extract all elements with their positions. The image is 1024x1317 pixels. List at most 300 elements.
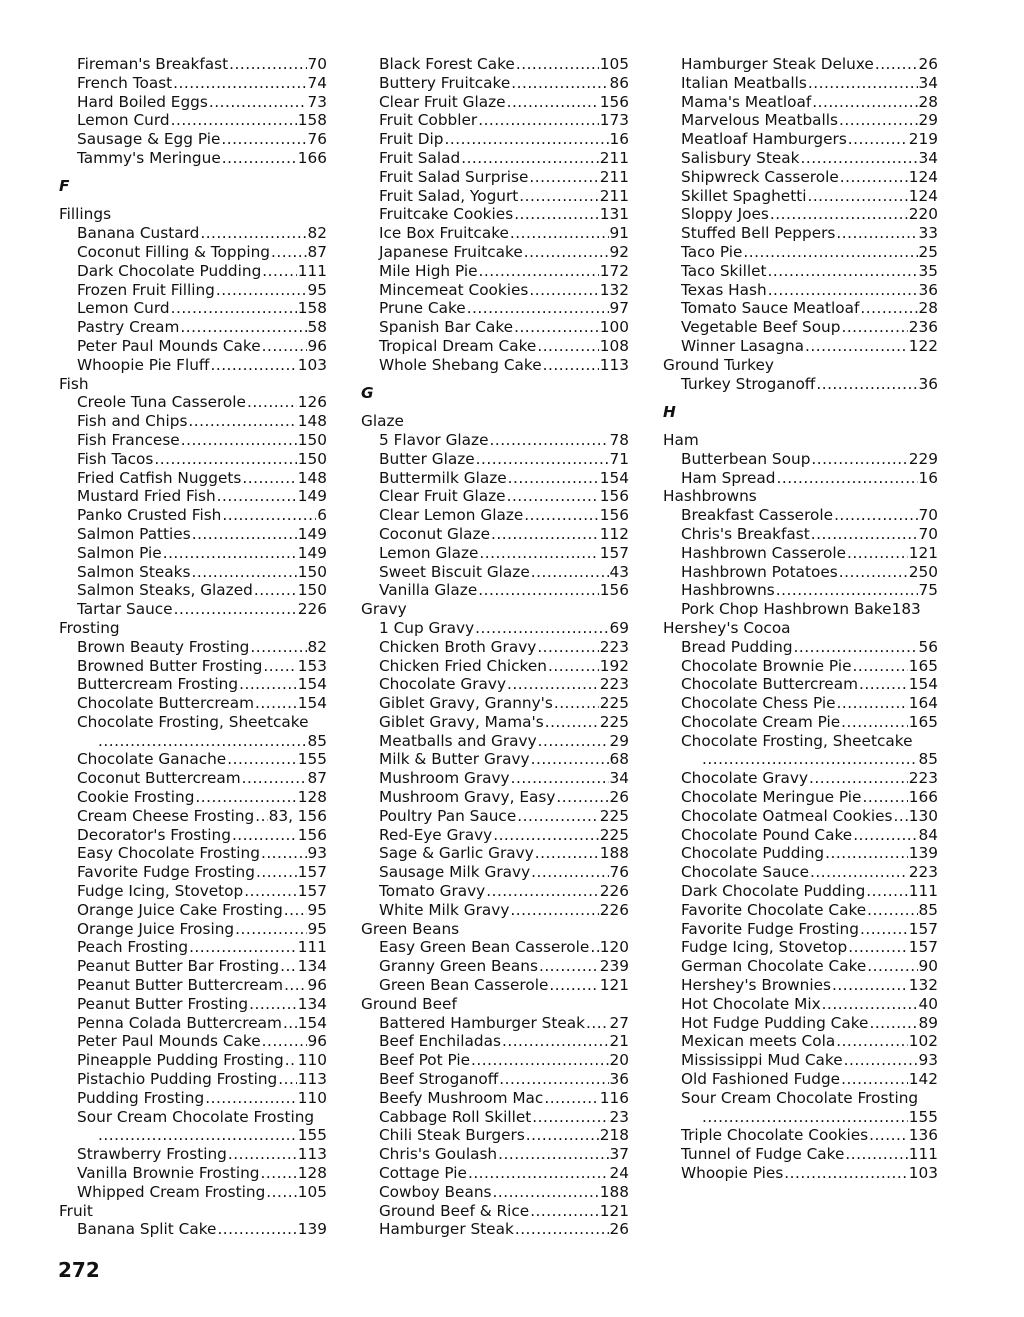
dot-leader — [840, 168, 908, 187]
dot-leader — [475, 619, 608, 638]
index-entry-name: Shipwreck Casserole — [681, 167, 839, 186]
index-entry — [361, 1145, 629, 1164]
index-entry-name: Pudding Frosting — [77, 1088, 205, 1107]
index-entry — [361, 55, 629, 74]
index-entry-name: Fireman's Breakfast — [77, 55, 229, 73]
index-entry — [663, 863, 938, 882]
index-entry-name: Butterbean Soup — [681, 449, 811, 468]
dot-leader — [255, 807, 267, 826]
index-entry-page: 85 — [918, 900, 938, 919]
index-entry-name: Chocolate Brownie Pie — [681, 656, 852, 675]
dot-leader — [530, 1202, 599, 1221]
index-entry — [361, 506, 629, 525]
index-entry-page: 40 — [918, 994, 938, 1013]
dot-leader — [556, 788, 608, 807]
index-entry-continuation — [59, 1126, 327, 1145]
index-entry — [663, 769, 938, 788]
index-entry-page: 188 — [599, 844, 629, 863]
index-entry-name: Chocolate Ganache — [77, 750, 227, 769]
index-entry-name: Sausage Milk Gravy — [379, 863, 531, 882]
index-entry-page: 93 — [307, 844, 327, 863]
index-entry — [59, 299, 327, 318]
index-category-heading: Glaze — [361, 412, 404, 431]
index-entry-name: Salmon Steaks — [77, 562, 191, 581]
index-entry-name: Chris's Breakfast — [681, 524, 810, 543]
dot-leader — [822, 995, 918, 1014]
index-entry — [361, 750, 629, 769]
index-entry — [361, 863, 629, 882]
dot-leader — [191, 563, 296, 582]
index-entry-name: Whoopie Pies — [681, 1164, 784, 1183]
dot-leader — [255, 694, 297, 713]
dot-leader — [261, 844, 307, 863]
dot-leader — [493, 826, 599, 845]
index-entry-page: 157 — [297, 863, 327, 882]
index-entry — [361, 563, 629, 582]
index-entry-name: Buttermilk Glaze — [379, 468, 507, 487]
index-entry-name: Milk & Butter Gravy — [379, 750, 530, 769]
index-entry — [59, 638, 327, 657]
index-entry-page: 150 — [297, 581, 327, 600]
index-entry — [59, 1051, 327, 1070]
index-entry-page: 33 — [918, 224, 938, 243]
index-entry-name: Salmon Pie — [77, 543, 162, 562]
index-entry — [663, 130, 938, 149]
index-entry-page: 225 — [599, 806, 629, 825]
index-entry — [663, 262, 938, 281]
index-entry-page: 87 — [307, 769, 327, 788]
index-entry — [361, 1014, 629, 1033]
dot-leader — [801, 149, 918, 168]
index-entry-name: Tartar Sauce — [77, 600, 173, 619]
dot-leader — [811, 525, 918, 544]
dot-leader — [227, 750, 297, 769]
dot-leader — [777, 469, 918, 488]
index-entry — [361, 769, 629, 788]
index-entry — [59, 262, 327, 281]
index-entry-name: Chocolate Sauce — [681, 863, 809, 882]
index-entry-page: 70 — [307, 55, 327, 73]
index-entry-name: Decorator's Frosting — [77, 825, 231, 844]
index-entry-page: 25 — [918, 242, 938, 261]
dot-leader — [507, 487, 599, 506]
dot-leader — [499, 1070, 608, 1089]
index-entry — [361, 694, 629, 713]
dot-leader — [539, 957, 599, 976]
dot-leader — [867, 901, 917, 920]
index-entry-page: 26 — [609, 788, 629, 807]
dot-leader — [590, 938, 598, 957]
index-entry-page: 82 — [307, 224, 327, 243]
index-entry — [59, 657, 327, 676]
index-entry — [59, 1014, 327, 1033]
dot-leader — [508, 469, 599, 488]
dot-leader — [859, 675, 908, 694]
dot-leader — [247, 393, 297, 412]
index-entry-name: Buttercream Frosting — [77, 675, 239, 694]
dot-leader — [468, 1164, 609, 1183]
index-entry-page: 85 — [307, 731, 327, 750]
index-entry-name: Strawberry Frosting — [77, 1145, 227, 1164]
index-entry-page: 37 — [609, 1145, 629, 1164]
dot-leader — [491, 525, 599, 544]
index-entry-page: 71 — [609, 449, 629, 468]
index-entry-name: Cabbage Roll Skillet — [379, 1107, 532, 1126]
index-entry-page: 148 — [297, 412, 327, 431]
index-entry — [361, 882, 629, 901]
index-entry — [59, 74, 327, 93]
dot-leader — [228, 1145, 297, 1164]
index-entry-name: Battered Hamburger Steak — [379, 1013, 586, 1032]
index-entry-page: 156 — [297, 825, 327, 844]
dot-leader — [271, 243, 307, 262]
dot-leader — [517, 807, 599, 826]
index-entry — [663, 450, 938, 469]
index-entry-page: 154 — [599, 468, 629, 487]
index-entry-name: Chocolate Gravy — [681, 769, 809, 788]
index-entry — [663, 111, 938, 130]
dot-leader — [847, 544, 908, 563]
index-entry-page: 16 — [609, 130, 629, 149]
index-entry — [59, 356, 327, 375]
index-entry — [59, 243, 327, 262]
index-entry-name: Black Forest Cake — [379, 55, 515, 73]
index-entry-name: Fruit Salad, Yogurt — [379, 186, 519, 205]
index-entry-name: Whipped Cream Frosting — [77, 1182, 266, 1201]
index-entry-name: Banana Split Cake — [77, 1220, 217, 1239]
index-entry-name: Chocolate Cream Pie — [681, 712, 841, 731]
dot-leader — [812, 93, 917, 112]
index-entry-page: 188 — [599, 1182, 629, 1201]
index-entry-page: 95 — [307, 280, 327, 299]
index-entry-page: 96 — [307, 976, 327, 995]
index-entry-name: Sage & Garlic Gravy — [379, 844, 534, 863]
index-entry-page: 219 — [908, 130, 938, 149]
dot-leader — [586, 1014, 608, 1033]
index-entry-name: Chocolate Oatmeal Cookies — [681, 806, 893, 825]
index-entry — [663, 318, 938, 337]
index-entry-page: 131 — [599, 205, 629, 224]
index-entry-page: 150 — [297, 430, 327, 449]
dot-leader — [250, 638, 306, 657]
index-entry-name: Panko Crusted Fish — [77, 506, 222, 525]
index-entry-page: 157 — [908, 919, 938, 938]
index-entry-name: Winner Lasagna — [681, 336, 805, 355]
index-entry-name: Chris's Goulash — [379, 1145, 498, 1164]
dot-leader — [848, 938, 908, 957]
index-entry — [663, 281, 938, 300]
dot-leader — [263, 657, 296, 676]
dot-leader — [510, 224, 609, 243]
index-entry-page: 90 — [918, 957, 938, 976]
index-entry-page: 155 — [908, 1107, 938, 1126]
index-entry-page: 84 — [918, 825, 938, 844]
index-entry — [59, 1220, 327, 1239]
index-entry-name: Hamburger Steak — [379, 1220, 514, 1239]
index-entry-name: Poultry Pan Sauce — [379, 806, 517, 825]
dot-leader — [478, 111, 599, 130]
index-entry — [663, 1032, 938, 1051]
dot-leader — [524, 243, 609, 262]
index-entry — [663, 713, 938, 732]
index-entry — [663, 638, 938, 657]
dot-leader — [244, 882, 297, 901]
dot-leader — [535, 844, 599, 863]
index-entry — [361, 111, 629, 130]
dot-leader — [784, 1164, 908, 1183]
index-entry — [663, 657, 938, 676]
index-entry-name: Beefy Mushroom Mac — [379, 1088, 544, 1107]
index-entry-name: Creole Tuna Casserole — [77, 393, 246, 412]
index-entry-continuation — [663, 1108, 938, 1127]
index-entry — [59, 412, 327, 431]
index-entry-page: 211 — [599, 167, 629, 186]
index-entry — [361, 1126, 629, 1145]
index-entry-name: Fish and Chips — [77, 412, 188, 431]
dot-leader — [154, 450, 296, 469]
index-entry-name: Meatloaf Hamburgers — [681, 130, 847, 149]
index-entry — [59, 563, 327, 582]
index-entry-page: 29 — [609, 731, 629, 750]
index-entry — [663, 826, 938, 845]
dot-leader — [278, 1070, 297, 1089]
index-entry-name: Chocolate Chess Pie — [681, 694, 836, 713]
index-entry — [663, 525, 938, 544]
index-entry — [59, 337, 327, 356]
index-entry-name: Peanut Butter Buttercream — [77, 976, 284, 995]
index-entry-page: 29 — [918, 111, 938, 130]
dot-leader — [479, 262, 599, 281]
dot-leader — [839, 563, 908, 582]
dot-leader — [531, 863, 608, 882]
index-entry — [361, 619, 629, 638]
index-entry-page: 26 — [609, 1220, 629, 1239]
dot-leader — [221, 130, 306, 149]
index-entry-page: 78 — [609, 430, 629, 449]
index-entry — [361, 1032, 629, 1051]
index-entry — [361, 675, 629, 694]
index-entry-page: 132 — [908, 976, 938, 995]
dot-leader — [836, 1032, 908, 1051]
index-entry-page: 16 — [918, 468, 938, 487]
index-entry-name: Tropical Dream Cake — [379, 336, 537, 355]
index-entry-page: 113 — [297, 1145, 327, 1164]
index-entry-page: 74 — [307, 73, 327, 92]
index-entry — [663, 976, 938, 995]
index-entry — [361, 844, 629, 863]
index-entry-page: 121 — [908, 543, 938, 562]
index-entry — [361, 1089, 629, 1108]
dot-leader — [217, 1220, 296, 1239]
index-entry — [663, 168, 938, 187]
index-entry-page: 86 — [609, 73, 629, 92]
index-entry — [59, 788, 327, 807]
dot-leader — [467, 299, 609, 318]
index-entry-page: 166 — [297, 148, 327, 167]
index-entry-page: 68 — [609, 750, 629, 769]
dot-leader — [217, 487, 297, 506]
index-entry-page: 250 — [908, 562, 938, 581]
index-entry-page: 164 — [908, 694, 938, 713]
index-entry-name: White Milk Gravy — [379, 900, 510, 919]
dot-leader — [235, 920, 306, 939]
dot-leader — [476, 450, 609, 469]
dot-leader — [249, 995, 297, 1014]
index-entry-name: Hashbrown Casserole — [681, 543, 847, 562]
index-entry-name: Meatballs and Gravy — [379, 731, 537, 750]
index-entry-page: 26 — [918, 55, 938, 73]
index-entry-page: 6 — [317, 506, 327, 525]
page-number: 272 — [58, 1258, 100, 1282]
dot-leader — [839, 111, 918, 130]
index-entry-name: Peanut Butter Frosting — [77, 994, 249, 1013]
index-entry-page: 134 — [297, 957, 327, 976]
index-entry — [663, 506, 938, 525]
index-entry-page: 28 — [918, 92, 938, 111]
index-entry-page: 124 — [908, 186, 938, 205]
index-entry-page: 229 — [908, 449, 938, 468]
dot-leader — [490, 431, 609, 450]
index-entry-page: 172 — [599, 261, 629, 280]
dot-leader — [163, 544, 297, 563]
dot-leader — [254, 581, 297, 600]
dot-leader — [805, 337, 908, 356]
index-entry-page: 56 — [918, 637, 938, 656]
index-entry — [361, 788, 629, 807]
index-entry-name: Mushroom Gravy — [379, 769, 510, 788]
index-entry-name: Ground Beef & Rice — [379, 1201, 530, 1220]
index-entry-page: 85 — [918, 750, 938, 769]
index-entry — [663, 375, 938, 394]
index-entry-page: 149 — [297, 543, 327, 562]
index-entry-page: 83, 156 — [268, 806, 327, 825]
index-entry-page: 150 — [297, 449, 327, 468]
index-category-heading: Hershey's Cocoa — [663, 618, 791, 637]
index-entry-page: 223 — [908, 769, 938, 788]
index-entry-name: Dark Chocolate Pudding — [681, 882, 866, 901]
index-entry — [361, 168, 629, 187]
dot-leader — [832, 976, 908, 995]
index-entry — [361, 957, 629, 976]
index-entry-name: Sloppy Joes — [681, 205, 769, 224]
index-entry — [663, 1051, 938, 1070]
dot-leader — [811, 450, 907, 469]
index-entry-page: 157 — [297, 882, 327, 901]
index-entry-page: 36 — [918, 280, 938, 299]
dot-leader — [554, 694, 599, 713]
dot-leader — [514, 318, 599, 337]
index-entry-page: 23 — [609, 1107, 629, 1126]
dot-leader — [492, 1183, 598, 1202]
index-entry-page: 156 — [599, 92, 629, 111]
index-category-heading: Fillings — [59, 205, 112, 224]
index-entry — [663, 205, 938, 224]
index-entry — [361, 1183, 629, 1202]
dot-leader — [507, 675, 599, 694]
index-entry-page: 110 — [297, 1088, 327, 1107]
index-entry-name: Penna Colada Buttercream — [77, 1013, 282, 1032]
index-entry — [59, 149, 327, 168]
index-entry-page: 34 — [918, 148, 938, 167]
index-entry-name: Fruit Salad — [379, 148, 461, 167]
index-entry-page: 154 — [297, 1013, 327, 1032]
index-entry — [361, 450, 629, 469]
index-entry — [361, 1202, 629, 1221]
dot-leader — [816, 375, 917, 394]
index-entry-name: Taco Pie — [681, 242, 743, 261]
index-entry-page: 154 — [297, 675, 327, 694]
dot-leader — [266, 1183, 297, 1202]
index-entry-name: 1 Cup Gravy — [379, 618, 475, 637]
index-entry — [361, 713, 629, 732]
dot-leader — [502, 1032, 609, 1051]
index-entry-page: 157 — [908, 938, 938, 957]
dot-leader — [283, 1014, 297, 1033]
index-entry — [59, 976, 327, 995]
dot-leader — [239, 675, 297, 694]
index-entry — [663, 694, 938, 713]
index-entry-name: Coconut Buttercream — [77, 769, 241, 788]
index-entry-name: Pork Chop Hashbrown Bake — [681, 600, 892, 619]
index-entry — [361, 638, 629, 657]
index-entry-name: Giblet Gravy, Mama's — [379, 712, 544, 731]
index-entry-name: Mama's Meatloaf — [681, 92, 812, 111]
index-entry-page: 95 — [307, 919, 327, 938]
dot-leader — [180, 318, 306, 337]
index-entry-name: Giblet Gravy, Granny's — [379, 694, 553, 713]
index-entry-name: Chocolate Frosting, Sheetcake — [681, 731, 913, 750]
index-entry-name: Butter Glaze — [379, 449, 475, 468]
index-entry-page: 116 — [599, 1088, 629, 1107]
index-entry-page: 225 — [599, 712, 629, 731]
dot-leader — [548, 657, 599, 676]
index-entry-name: Vegetable Beef Soup — [681, 318, 841, 337]
index-entry — [361, 1070, 629, 1089]
index-entry-page: 36 — [918, 374, 938, 393]
index-entry-page: 220 — [908, 205, 938, 224]
index-entry — [361, 356, 629, 375]
dot-leader — [768, 281, 918, 300]
index-entry — [663, 544, 938, 563]
dot-leader — [519, 187, 599, 206]
index-entry-name: Clear Fruit Glaze — [379, 92, 506, 111]
dot-leader — [209, 93, 307, 112]
index-entry-page: 120 — [599, 938, 629, 957]
dot-leader — [98, 1126, 297, 1145]
index-entry-page: 130 — [908, 806, 938, 825]
dot-leader — [526, 1126, 599, 1145]
index-entry-page: 43 — [609, 562, 629, 581]
dot-leader — [862, 788, 907, 807]
index-entry-page: 223 — [599, 675, 629, 694]
dot-leader — [808, 74, 918, 93]
index-entry-name: Peter Paul Mounds Cake — [77, 1032, 261, 1051]
index-entry — [663, 957, 938, 976]
index-entry — [59, 1183, 327, 1202]
index-entry-page: 122 — [908, 336, 938, 355]
index-column-2 — [361, 55, 629, 1239]
index-entry — [361, 149, 629, 168]
index-entry-page: 226 — [599, 882, 629, 901]
dot-leader — [538, 732, 609, 751]
dot-leader — [171, 299, 297, 318]
dot-leader — [768, 262, 918, 281]
index-entry-name: Peanut Butter Bar Frosting — [77, 957, 280, 976]
index-entry-page: 134 — [297, 994, 327, 1013]
index-entry-name: Sour Cream Chocolate Frosting — [77, 1107, 315, 1126]
dot-leader — [894, 807, 908, 826]
index-entry-name: Banana Custard — [77, 224, 200, 243]
